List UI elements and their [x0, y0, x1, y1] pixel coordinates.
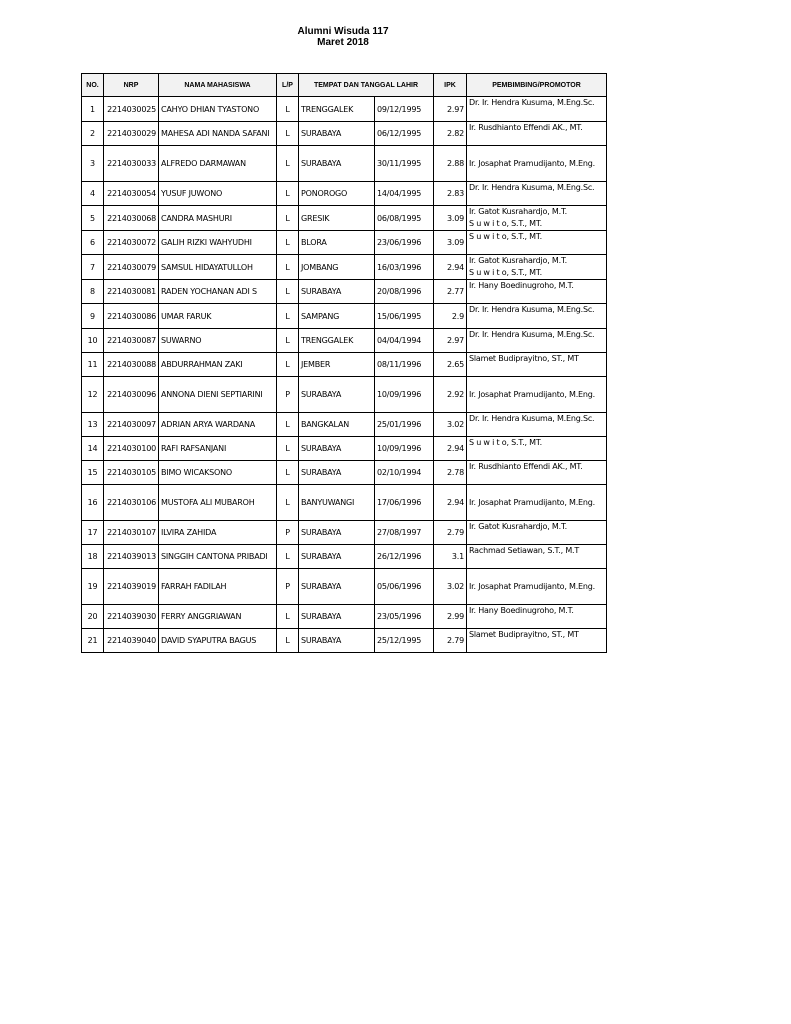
cell-tempat: TRENGGALEK — [299, 329, 375, 353]
pembimbing-name: Dr. Ir. Hendra Kusuma, M.Eng.Sc. — [469, 330, 595, 339]
pembimbing-name: Ir. Josaphat Pramudijanto, M.Eng. — [469, 581, 595, 591]
cell-no: 4 — [82, 182, 104, 206]
cell-ipk: 2.88 — [434, 146, 467, 182]
cell-pembimbing — [467, 353, 607, 377]
cell-tempat: TRENGGALEK — [299, 97, 375, 122]
cell-ipk: 2.78 — [434, 461, 467, 485]
cell-tanggal: 05/06/1996 — [375, 569, 434, 605]
cell-lp: L — [277, 122, 299, 146]
cell-pembimbing — [467, 461, 607, 485]
cell-lp: L — [277, 304, 299, 329]
cell-nrp: 2214039019 — [104, 569, 159, 605]
header-nama: NAMA MAHASISWA — [159, 74, 277, 97]
cell-ipk: 2.97 — [434, 97, 467, 122]
cell-tempat: SURABAYA — [299, 569, 375, 605]
table-row — [82, 146, 607, 182]
cell-pembimbing — [467, 329, 607, 353]
cell-ipk: 3.02 — [434, 413, 467, 437]
document-title: Alumni Wisuda 117 — [297, 26, 389, 37]
cell-tempat: JEMBER — [299, 353, 375, 377]
cell-tanggal: 09/12/1995 — [375, 97, 434, 122]
cell-no: 1 — [82, 97, 104, 122]
cell-tanggal: 17/06/1996 — [375, 485, 434, 521]
cell-no: 21 — [82, 629, 104, 653]
cell-tanggal: 25/01/1996 — [375, 413, 434, 437]
cell-pembimbing — [467, 437, 607, 461]
cell-no: 8 — [82, 280, 104, 304]
cell-pembimbing — [467, 304, 607, 329]
cell-pembimbing — [467, 122, 607, 146]
cell-nama: FARRAH FADILAH — [159, 569, 277, 605]
pembimbing-name: Ir. Josaphat Pramudijanto, M.Eng. — [469, 389, 595, 399]
cell-no: 12 — [82, 377, 104, 413]
pembimbing-name: S u w i t o, S.T., MT. — [469, 438, 542, 447]
cell-tanggal: 06/08/1995 — [375, 206, 434, 231]
cell-pembimbing — [467, 485, 607, 521]
cell-ipk: 2.82 — [434, 122, 467, 146]
pembimbing-name: Dr. Ir. Hendra Kusuma, M.Eng.Sc. — [469, 305, 595, 314]
cell-no: 7 — [82, 255, 104, 280]
cell-nrp: 2214030072 — [104, 231, 159, 255]
cell-ipk: 2.77 — [434, 280, 467, 304]
table-header-row — [82, 74, 607, 97]
cell-nama: ILVIRA ZAHIDA — [159, 521, 277, 545]
cell-nrp: 2214030106 — [104, 485, 159, 521]
cell-lp: P — [277, 569, 299, 605]
cell-pembimbing — [467, 280, 607, 304]
cell-tanggal: 16/03/1996 — [375, 255, 434, 280]
cell-nama: MAHESA ADI NANDA SAFANI — [159, 122, 277, 146]
cell-tempat: SAMPANG — [299, 304, 375, 329]
cell-no: 2 — [82, 122, 104, 146]
cell-pembimbing — [467, 377, 607, 413]
cell-nama: ALFREDO DARMAWAN — [159, 146, 277, 182]
cell-tanggal: 26/12/1996 — [375, 545, 434, 569]
table-row — [82, 521, 607, 545]
cell-tanggal: 30/11/1995 — [375, 146, 434, 182]
cell-nama: FERRY ANGGRIAWAN — [159, 605, 277, 629]
pembimbing-name: Ir. Josaphat Pramudijanto, M.Eng. — [469, 497, 595, 507]
table-row — [82, 97, 607, 122]
cell-tanggal: 08/11/1996 — [375, 353, 434, 377]
table-row — [82, 182, 607, 206]
header-no: NO. — [82, 74, 104, 97]
cell-no: 19 — [82, 569, 104, 605]
cell-lp: L — [277, 353, 299, 377]
cell-tanggal: 20/08/1996 — [375, 280, 434, 304]
pembimbing-name: Ir. Gatot Kusrahardjo, M.T. — [469, 207, 568, 216]
cell-pembimbing — [467, 97, 607, 122]
cell-lp: L — [277, 280, 299, 304]
cell-no: 9 — [82, 304, 104, 329]
cell-pembimbing — [467, 255, 607, 280]
cell-lp: L — [277, 206, 299, 231]
table-row — [82, 231, 607, 255]
header-pembimbing: PEMBIMBING/PROMOTOR — [467, 74, 607, 97]
header-lp: L/P — [277, 74, 299, 97]
table-row — [82, 605, 607, 629]
cell-ipk: 2.9 — [434, 304, 467, 329]
cell-no: 20 — [82, 605, 104, 629]
table-row — [82, 461, 607, 485]
cell-pembimbing — [467, 146, 607, 182]
cell-pembimbing — [467, 545, 607, 569]
cell-ipk: 2.97 — [434, 329, 467, 353]
cell-nrp: 2214030079 — [104, 255, 159, 280]
cell-ipk: 2.94 — [434, 437, 467, 461]
cell-lp: L — [277, 545, 299, 569]
cell-ipk: 2.65 — [434, 353, 467, 377]
cell-tanggal: 02/10/1994 — [375, 461, 434, 485]
pembimbing-name: Ir. Hany Boedinugroho, M.T. — [469, 281, 574, 290]
table-row — [82, 629, 607, 653]
cell-pembimbing — [467, 413, 607, 437]
cell-lp: L — [277, 182, 299, 206]
cell-nrp: 2214039040 — [104, 629, 159, 653]
cell-no: 13 — [82, 413, 104, 437]
cell-pembimbing — [467, 629, 607, 653]
cell-tempat: SURABAYA — [299, 146, 375, 182]
cell-ipk: 3.02 — [434, 569, 467, 605]
cell-lp: L — [277, 146, 299, 182]
cell-tempat: SURABAYA — [299, 545, 375, 569]
cell-tempat: SURABAYA — [299, 377, 375, 413]
pembimbing-name: Ir. Rusdhianto Effendi AK., MT. — [469, 462, 583, 471]
cell-no: 5 — [82, 206, 104, 231]
cell-ipk: 3.09 — [434, 206, 467, 231]
table-row — [82, 353, 607, 377]
pembimbing-name: Ir. Gatot Kusrahardjo, M.T. — [469, 522, 568, 531]
table-row — [82, 569, 607, 605]
table-row — [82, 413, 607, 437]
cell-nama: GALIH RIZKI WAHYUDHI — [159, 231, 277, 255]
cell-tanggal: 10/09/1996 — [375, 377, 434, 413]
pembimbing-name: Slamet Budiprayitno, ST., MT — [469, 630, 579, 639]
cell-nama: CAHYO DHIAN TYASTONO — [159, 97, 277, 122]
cell-tanggal: 27/08/1997 — [375, 521, 434, 545]
table-row — [82, 377, 607, 413]
cell-lp: P — [277, 377, 299, 413]
cell-tempat: SURABAYA — [299, 461, 375, 485]
cell-pembimbing — [467, 605, 607, 629]
cell-tanggal: 14/04/1995 — [375, 182, 434, 206]
cell-nrp: 2214030100 — [104, 437, 159, 461]
cell-ipk: 2.79 — [434, 629, 467, 653]
cell-ipk: 2.83 — [434, 182, 467, 206]
cell-tempat: SURABAYA — [299, 521, 375, 545]
cell-tempat: SURABAYA — [299, 280, 375, 304]
cell-nama: UMAR FARUK — [159, 304, 277, 329]
cell-pembimbing — [467, 521, 607, 545]
pembimbing-name: S u w i t o, S.T., MT. — [469, 219, 542, 228]
cell-ipk: 2.94 — [434, 485, 467, 521]
cell-nrp: 2214030025 — [104, 97, 159, 122]
cell-no: 11 — [82, 353, 104, 377]
cell-no: 18 — [82, 545, 104, 569]
cell-lp: L — [277, 437, 299, 461]
pembimbing-name: Dr. Ir. Hendra Kusuma, M.Eng.Sc. — [469, 98, 595, 107]
cell-lp: L — [277, 231, 299, 255]
cell-no: 14 — [82, 437, 104, 461]
pembimbing-name: S u w i t o, S.T., MT. — [469, 232, 542, 241]
cell-nrp: 2214039030 — [104, 605, 159, 629]
table-row — [82, 329, 607, 353]
pembimbing-name: Ir. Hany Boedinugroho, M.T. — [469, 606, 574, 615]
cell-nrp: 2214030081 — [104, 280, 159, 304]
cell-nama: ADRIAN ARYA WARDANA — [159, 413, 277, 437]
cell-nama: DAVID SYAPUTRA BAGUS — [159, 629, 277, 653]
document-subtitle: Maret 2018 — [317, 37, 369, 48]
cell-tempat: GRESIK — [299, 206, 375, 231]
cell-ipk: 2.99 — [434, 605, 467, 629]
pembimbing-name: S u w i t o, S.T., MT. — [469, 268, 542, 277]
cell-tanggal: 06/12/1995 — [375, 122, 434, 146]
alumni-table — [81, 73, 607, 653]
cell-pembimbing — [467, 231, 607, 255]
cell-nrp: 2214030097 — [104, 413, 159, 437]
cell-tanggal: 25/12/1995 — [375, 629, 434, 653]
cell-nrp: 2214030033 — [104, 146, 159, 182]
cell-nrp: 2214030107 — [104, 521, 159, 545]
cell-lp: L — [277, 255, 299, 280]
cell-lp: L — [277, 629, 299, 653]
cell-lp: L — [277, 329, 299, 353]
cell-tempat: BANYUWANGI — [299, 485, 375, 521]
pembimbing-name: Dr. Ir. Hendra Kusuma, M.Eng.Sc. — [469, 183, 595, 192]
cell-nrp: 2214030068 — [104, 206, 159, 231]
pembimbing-name: Ir. Rusdhianto Effendi AK., MT. — [469, 123, 583, 132]
cell-tanggal: 04/04/1994 — [375, 329, 434, 353]
table-row — [82, 485, 607, 521]
table-row — [82, 545, 607, 569]
cell-ipk: 2.92 — [434, 377, 467, 413]
cell-tempat: SURABAYA — [299, 629, 375, 653]
cell-pembimbing — [467, 182, 607, 206]
cell-nama: ANNONA DIENI SEPTIARINI — [159, 377, 277, 413]
cell-tempat: JOMBANG — [299, 255, 375, 280]
pembimbing-name: Dr. Ir. Hendra Kusuma, M.Eng.Sc. — [469, 414, 595, 423]
cell-ipk: 3.09 — [434, 231, 467, 255]
cell-nama: CANDRA MASHURI — [159, 206, 277, 231]
cell-tempat: SURABAYA — [299, 437, 375, 461]
cell-nrp: 2214039013 — [104, 545, 159, 569]
cell-nrp: 2214030054 — [104, 182, 159, 206]
cell-nama: SINGGIH CANTONA PRIBADI — [159, 545, 277, 569]
header-ipk: IPK — [434, 74, 467, 97]
cell-pembimbing — [467, 206, 607, 231]
cell-pembimbing — [467, 569, 607, 605]
cell-tanggal: 10/09/1996 — [375, 437, 434, 461]
cell-nama: ABDURRAHMAN ZAKI — [159, 353, 277, 377]
cell-no: 17 — [82, 521, 104, 545]
cell-nama: RADEN YOCHANAN ADI S — [159, 280, 277, 304]
cell-no: 6 — [82, 231, 104, 255]
cell-ipk: 3.1 — [434, 545, 467, 569]
header-nrp: NRP — [104, 74, 159, 97]
cell-lp: L — [277, 413, 299, 437]
cell-nama: MUSTOFA ALI MUBAROH — [159, 485, 277, 521]
pembimbing-name: Ir. Gatot Kusrahardjo, M.T. — [469, 256, 568, 265]
cell-tempat: SURABAYA — [299, 605, 375, 629]
cell-tanggal: 23/05/1996 — [375, 605, 434, 629]
cell-lp: P — [277, 521, 299, 545]
cell-nrp: 2214030105 — [104, 461, 159, 485]
cell-ipk: 2.79 — [434, 521, 467, 545]
cell-tanggal: 23/06/1996 — [375, 231, 434, 255]
pembimbing-name: Ir. Josaphat Pramudijanto, M.Eng. — [469, 158, 595, 168]
table-row — [82, 122, 607, 146]
pembimbing-name: Rachmad Setiawan, S.T., M.T — [469, 546, 580, 555]
cell-tempat: PONOROGO — [299, 182, 375, 206]
cell-tanggal: 15/06/1995 — [375, 304, 434, 329]
cell-no: 10 — [82, 329, 104, 353]
cell-nrp: 2214030096 — [104, 377, 159, 413]
table-row — [82, 437, 607, 461]
cell-no: 3 — [82, 146, 104, 182]
cell-nama: YUSUF JUWONO — [159, 182, 277, 206]
cell-lp: L — [277, 461, 299, 485]
cell-tempat: BANGKALAN — [299, 413, 375, 437]
cell-nrp: 2214030088 — [104, 353, 159, 377]
pembimbing-name: Slamet Budiprayitno, ST., MT — [469, 354, 579, 363]
table-row — [82, 255, 607, 280]
table-row — [82, 206, 607, 231]
cell-nama: SUWARNO — [159, 329, 277, 353]
cell-no: 16 — [82, 485, 104, 521]
cell-nrp: 2214030029 — [104, 122, 159, 146]
cell-ipk: 2.94 — [434, 255, 467, 280]
header-ttl: TEMPAT DAN TANGGAL LAHIR — [299, 74, 434, 97]
cell-nrp: 2214030086 — [104, 304, 159, 329]
cell-nama: SAMSUL HIDAYATULLOH — [159, 255, 277, 280]
table-row — [82, 280, 607, 304]
cell-tempat: BLORA — [299, 231, 375, 255]
cell-lp: L — [277, 485, 299, 521]
cell-lp: L — [277, 605, 299, 629]
table-row — [82, 304, 607, 329]
cell-tempat: SURABAYA — [299, 122, 375, 146]
cell-nama: RAFI RAFSANJANI — [159, 437, 277, 461]
cell-no: 15 — [82, 461, 104, 485]
cell-lp: L — [277, 97, 299, 122]
cell-nrp: 2214030087 — [104, 329, 159, 353]
cell-nama: BIMO WICAKSONO — [159, 461, 277, 485]
